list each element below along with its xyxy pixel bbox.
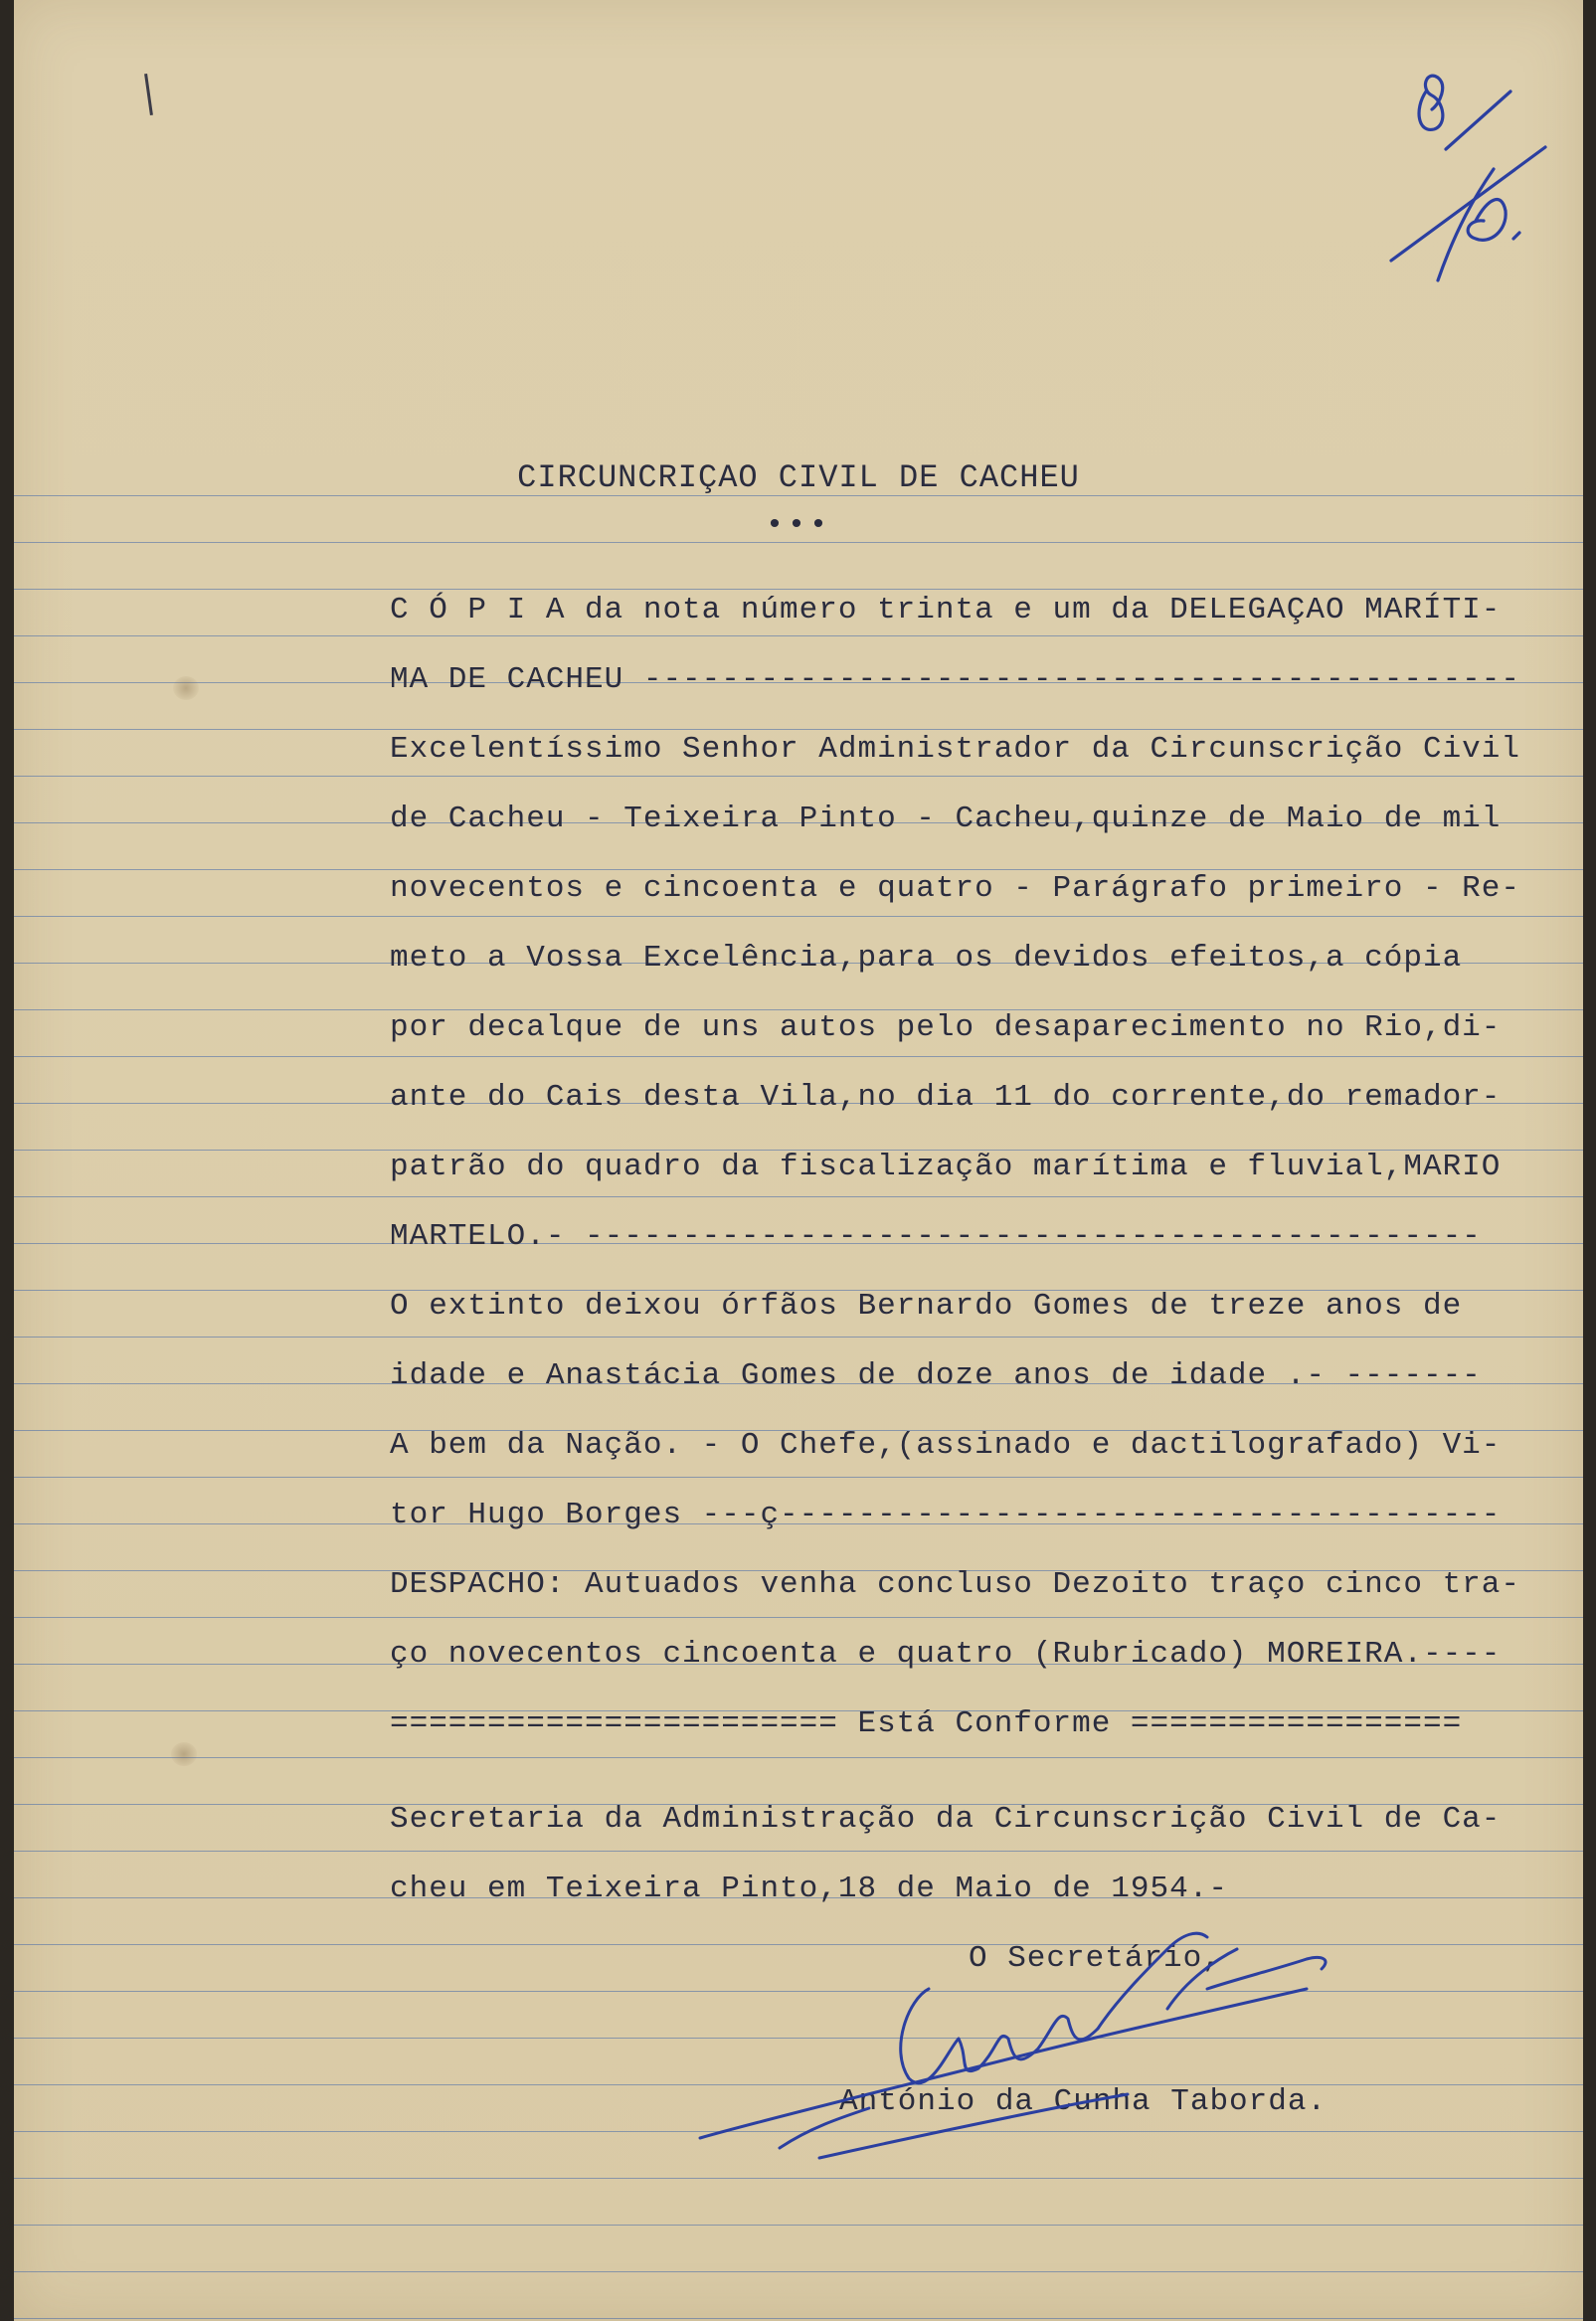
ruled-line	[14, 1757, 1583, 1758]
body-line: A bem da Nação. - O Chefe,(assinado e dactilografado) Vi-	[390, 1428, 1502, 1463]
body-line: meto a Vossa Excelência,para os devidos efeitos,a cópia	[390, 941, 1463, 976]
ruled-line	[14, 2225, 1583, 2226]
ruled-line	[14, 1851, 1583, 1852]
ruled-line	[14, 1477, 1583, 1478]
document-page	[14, 0, 1583, 2321]
ruled-line	[14, 2318, 1583, 2319]
body-line: O extinto deixou órfãos Bernardo Gomes de treze anos de	[390, 1289, 1463, 1324]
heading-dots: •••	[765, 509, 831, 543]
body-line: patrão do quadro da fiscalização marítima e fluvial,MARIO	[390, 1150, 1502, 1184]
ruled-line	[14, 776, 1583, 777]
ruled-line	[14, 729, 1583, 730]
body-line: MARTELO.- ----------------------------------------------	[390, 1219, 1482, 1254]
body-line: C Ó P I A da nota número trinta e um da DELEGAÇAO MARÍTI-	[390, 593, 1502, 627]
ruled-line	[14, 635, 1583, 636]
ruled-line	[14, 1196, 1583, 1197]
closing-line: cheu em Teixeira Pinto,18 de Maio de 1954.-	[390, 1872, 1228, 1906]
body-line: tor Hugo Borges ---ç-------------------------------------	[390, 1498, 1502, 1532]
body-line: novecentos e cincoenta e quatro - Parágrafo primeiro - Re-	[390, 871, 1520, 906]
body-line: ço novecentos cincoenta e quatro (Rubricado) MOREIRA.----	[390, 1637, 1502, 1672]
closing-line: Secretaria da Administração da Circunscrição Civil de Ca-	[390, 1802, 1502, 1837]
ruled-line	[14, 589, 1583, 590]
conformity-line: ======================= Está Conforme =================	[390, 1706, 1463, 1741]
body-line: idade e Anastácia Gomes de doze anos de idade .- -------	[390, 1358, 1482, 1393]
page-heading: CIRCUNCRIÇAO CIVIL DE CACHEU	[517, 459, 1080, 496]
ruled-line	[14, 916, 1583, 917]
body-line: ante do Cais desta Vila,no dia 11 do corrente,do remador-	[390, 1080, 1502, 1115]
body-line: de Cacheu - Teixeira Pinto - Cacheu,quinze de Maio de mil	[390, 802, 1502, 836]
ruled-line	[14, 869, 1583, 870]
signature-name: António da Cunha Taborda.	[839, 2084, 1328, 2119]
ruled-line	[14, 2271, 1583, 2272]
body-line: DESPACHO: Autuados venha concluso Dezoito traço cinco tra-	[390, 1567, 1520, 1602]
handwritten-signature	[14, 1889, 1583, 2208]
ruled-line	[14, 1337, 1583, 1338]
body-line: Excelentíssimo Senhor Administrador da Circunscrição Civil	[390, 732, 1520, 767]
ruled-line	[14, 1617, 1583, 1618]
folio-number-handwritten	[14, 0, 1583, 358]
body-line: MA DE CACHEU ---------------------------------------------	[390, 662, 1520, 697]
punch-hole	[173, 676, 199, 700]
punch-hole	[171, 1742, 197, 1766]
ruled-line	[14, 1056, 1583, 1057]
signature-title: O Secretário,	[969, 1941, 1222, 1976]
body-line: por decalque de uns autos pelo desaparecimento no Rio,di-	[390, 1010, 1502, 1045]
